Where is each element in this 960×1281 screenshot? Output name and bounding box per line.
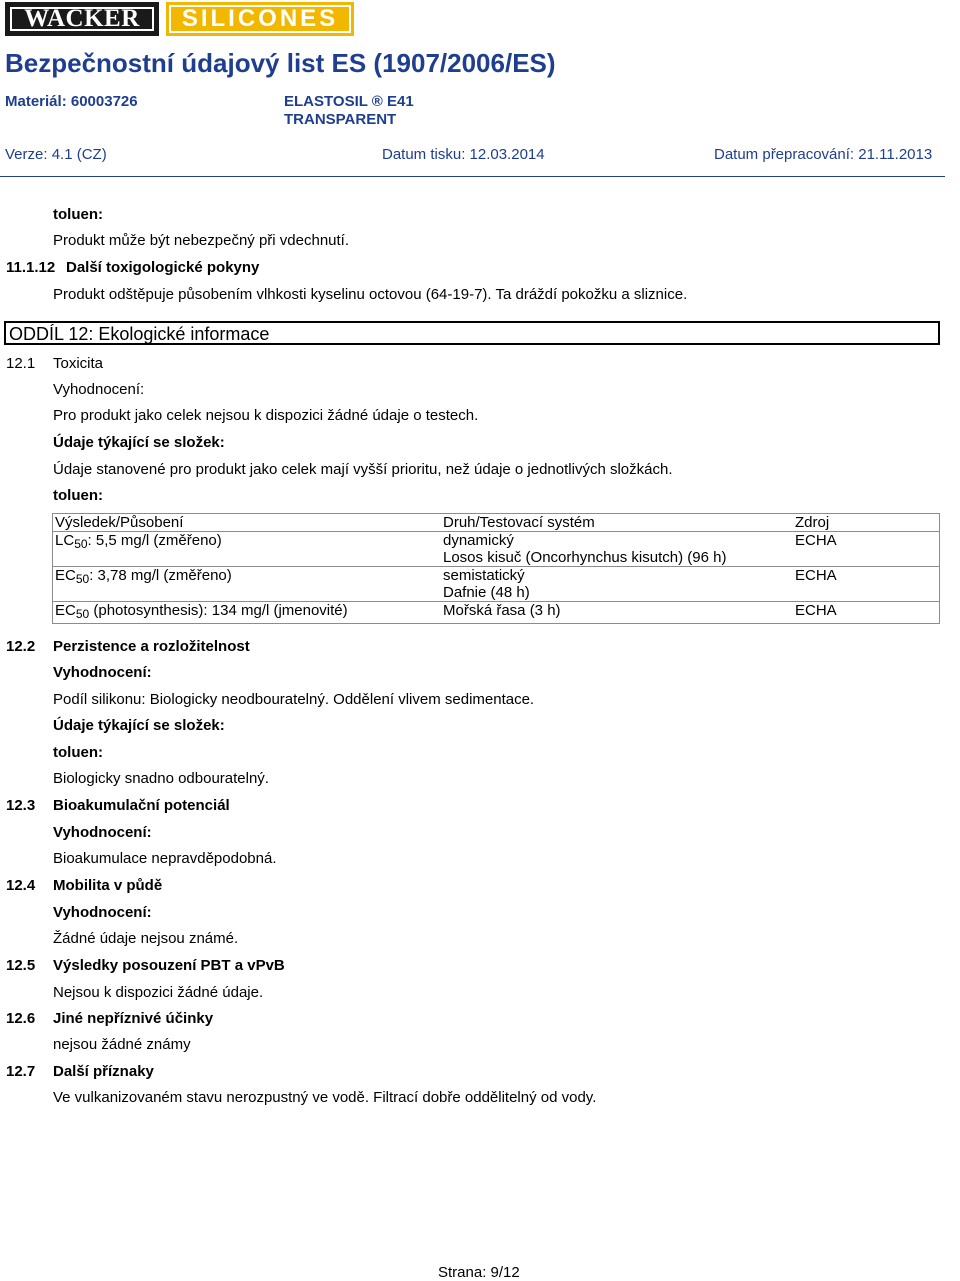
subsection-number: 12.7 [6, 1063, 36, 1080]
evaluation-label: Vyhodnocení: [53, 904, 152, 921]
subsection-title: Výsledky posouzení PBT a vPvB [53, 957, 285, 974]
subsection-title: Mobilita v půdě [53, 877, 163, 894]
revision-date: Datum přepracování: 21.11.2013 [714, 146, 933, 163]
paragraph: Údaje stanovené pro produkt jako celek mají vyšší prioritu, než údaje o jednotlivých složkách. [53, 461, 673, 478]
system-cell: dynamický Losos kisuč (Oncorhynchus kisutch) (96 h) [441, 532, 793, 567]
product-name-line2: TRANSPARENT [284, 111, 397, 128]
subsection-number: 12.6 [6, 1010, 36, 1027]
subsection-number: 12.5 [6, 957, 36, 974]
source-cell: ECHA [793, 532, 940, 567]
source-cell: ECHA [793, 567, 940, 602]
result-cell: $EC_{50}$: 3,78 mg/l (změřeno) [53, 567, 442, 602]
subsection-number: 12.3 [6, 797, 36, 814]
section-heading [4, 321, 940, 345]
system-cell: semistatický Dafnie (48 h) [441, 567, 793, 602]
paragraph: Podíl silikonu: Biologicky neodbouratelný. Oddělení vlivem sedimentace. [53, 691, 535, 708]
toluen-label: toluen: [53, 487, 103, 504]
result-cell: $LC_{50}$: 5,5 mg/l (změřeno) [53, 532, 442, 567]
wacker-logo [5, 2, 159, 36]
toxicity-table [52, 513, 940, 624]
silicones-logo-text: SILICONES [169, 5, 351, 33]
paragraph: Pro produkt jako celek nejsou k dispozici žádné údaje o testech. [53, 407, 479, 424]
table-row [53, 567, 940, 602]
subsection-title: Další příznaky [53, 1063, 154, 1080]
result-cell: $EC_{50}$ (photosynthesis): 134 mg/l (jmenovité) [53, 602, 442, 624]
table-header-cell: Druh/Testovací systém [441, 514, 793, 532]
system-cell: Mořská řasa (3 h) [441, 602, 793, 624]
evaluation-label: Vyhodnocení: [53, 664, 152, 681]
header-divider [0, 176, 945, 177]
toluen-label-top: toluen: [53, 206, 103, 223]
components-label: Údaje týkající se složek: [53, 717, 225, 734]
components-label: Údaje týkající se složek: [53, 434, 225, 451]
evaluation-label: Vyhodnocení: [53, 381, 145, 398]
table-header-row [53, 514, 940, 532]
subsection-number: 12.4 [6, 877, 36, 894]
paragraph: Produkt odštěpuje působením vlhkosti kyselinu octovou (64-19-7). Ta dráždí pokožku a sliznice. [53, 286, 688, 303]
inhalation-text: Produkt může být nebezpečný při vdechnutí. [53, 232, 350, 249]
paragraph: Nejsou k dispozici žádné údaje. [53, 984, 264, 1001]
subsection-title: Další toxigologické pokyny [66, 259, 260, 276]
wacker-logo-text: WACKER [10, 7, 154, 31]
page-number: Strana: 9/12 [438, 1264, 520, 1281]
paragraph: Žádné údaje nejsou známé. [53, 930, 239, 947]
paragraph: Bioakumulace nepravděpodobná. [53, 850, 277, 867]
section-title: ODDÍL 12: Ekologické informace [9, 324, 270, 344]
paragraph: Biologicky snadno odbouratelný. [53, 770, 269, 787]
product-name-line1: ELASTOSIL ® E41 [284, 93, 414, 110]
subsection-number: 12.2 [6, 638, 36, 655]
material-number: Materiál: 60003726 [5, 93, 138, 110]
source-cell: ECHA [793, 602, 940, 624]
subsection-number: 11.1.12 [6, 259, 56, 276]
version: Verze: 4.1 (CZ) [5, 146, 107, 163]
toluen-label: toluen: [53, 744, 103, 761]
table-row [53, 532, 940, 567]
subsection-title: Bioakumulační potenciál [53, 797, 230, 814]
document-title: Bezpečnostní údajový list ES (1907/2006/ES) [5, 48, 556, 78]
evaluation-label: Vyhodnocení: [53, 824, 152, 841]
paragraph: Ve vulkanizovaném stavu nerozpustný ve vodě. Filtrací dobře oddělitelný od vody. [53, 1089, 597, 1106]
subsection-title: Jiné nepříznivé účinky [53, 1010, 214, 1027]
table-header-cell: Zdroj [793, 514, 940, 532]
table-row [53, 602, 940, 624]
table-header-cell: Výsledek/Působení [53, 514, 442, 532]
print-date: Datum tisku: 12.03.2014 [382, 146, 545, 163]
paragraph: nejsou žádné známy [53, 1036, 191, 1053]
subsection-number: 12.1 [6, 355, 36, 372]
subsection-title: Toxicita [53, 355, 104, 372]
subsection-title: Perzistence a rozložitelnost [53, 638, 250, 655]
silicones-logo [166, 2, 354, 36]
